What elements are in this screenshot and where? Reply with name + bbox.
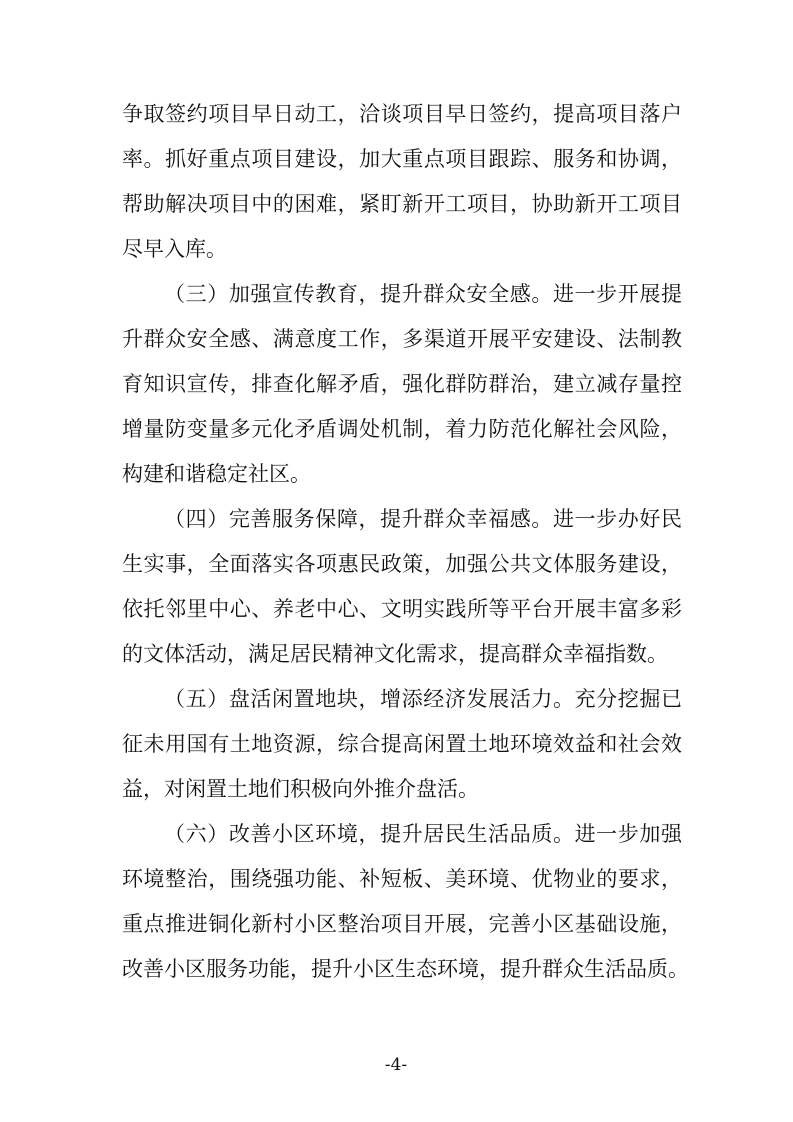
- paragraph-1-line-4: 尽早入库。: [122, 237, 227, 261]
- paragraph-4-line-2: 征未用国有土地资源，综合提高闲置土地环境效益和社会效: [122, 732, 682, 756]
- paragraph-5-line-4: 改善小区服务功能，提升小区生态环境，提升群众生活品质。: [122, 957, 689, 981]
- paragraph-1-line-1: 争取签约项目早日动工，洽谈项目早日签约，提高项目落户: [122, 102, 682, 126]
- paragraph-4-line-3: 益，对闲置土地们积极向外推介盘活。: [122, 777, 479, 801]
- paragraph-5-line-2: 环境整治，围绕强功能、补短板、美环境、优物业的要求，: [122, 867, 682, 891]
- paragraph-2-line-5: 构建和谐稳定社区。: [122, 462, 311, 486]
- paragraph-2-line-1: （三）加强宣传教育，提升群众安全感。进一步开展提: [164, 282, 682, 306]
- paragraph-3-line-1: （四）完善服务保障，提升群众幸福感。进一步办好民: [164, 507, 682, 531]
- paragraph-3-line-3: 依托邻里中心、养老中心、文明实践所等平台开展丰富多彩: [122, 597, 682, 621]
- paragraph-3-line-2: 生实事，全面落实各项惠民政策，加强公共文体服务建设，: [122, 552, 682, 576]
- paragraph-1-line-3: 帮助解决项目中的困难，紧盯新开工项目，协助新开工项目: [122, 192, 682, 216]
- paragraph-4-line-1: （五）盘活闲置地块，增添经济发展活力。充分挖掘已: [164, 687, 682, 711]
- paragraph-2-line-3: 育知识宣传，排查化解矛盾，强化群防群治，建立减存量控: [122, 372, 682, 396]
- page-number: -4-: [384, 1055, 408, 1075]
- paragraph-3-line-4: 的文体活动，满足居民精神文化需求，提高群众幸福指数。: [122, 642, 668, 666]
- paragraph-1-line-2: 率。抓好重点项目建设，加大重点项目跟踪、服务和协调，: [122, 147, 682, 171]
- paragraph-2-line-2: 升群众安全感、满意度工作，多渠道开展平安建设、法制教: [122, 327, 682, 351]
- paragraph-2-line-4: 增量防变量多元化矛盾调处机制，着力防范化解社会风险，: [122, 417, 682, 441]
- paragraph-5-line-3: 重点推进铜化新村小区整治项目开展，完善小区基础设施，: [122, 912, 682, 936]
- paragraph-5-line-1: （六）改善小区环境，提升居民生活品质。进一步加强: [164, 822, 682, 846]
